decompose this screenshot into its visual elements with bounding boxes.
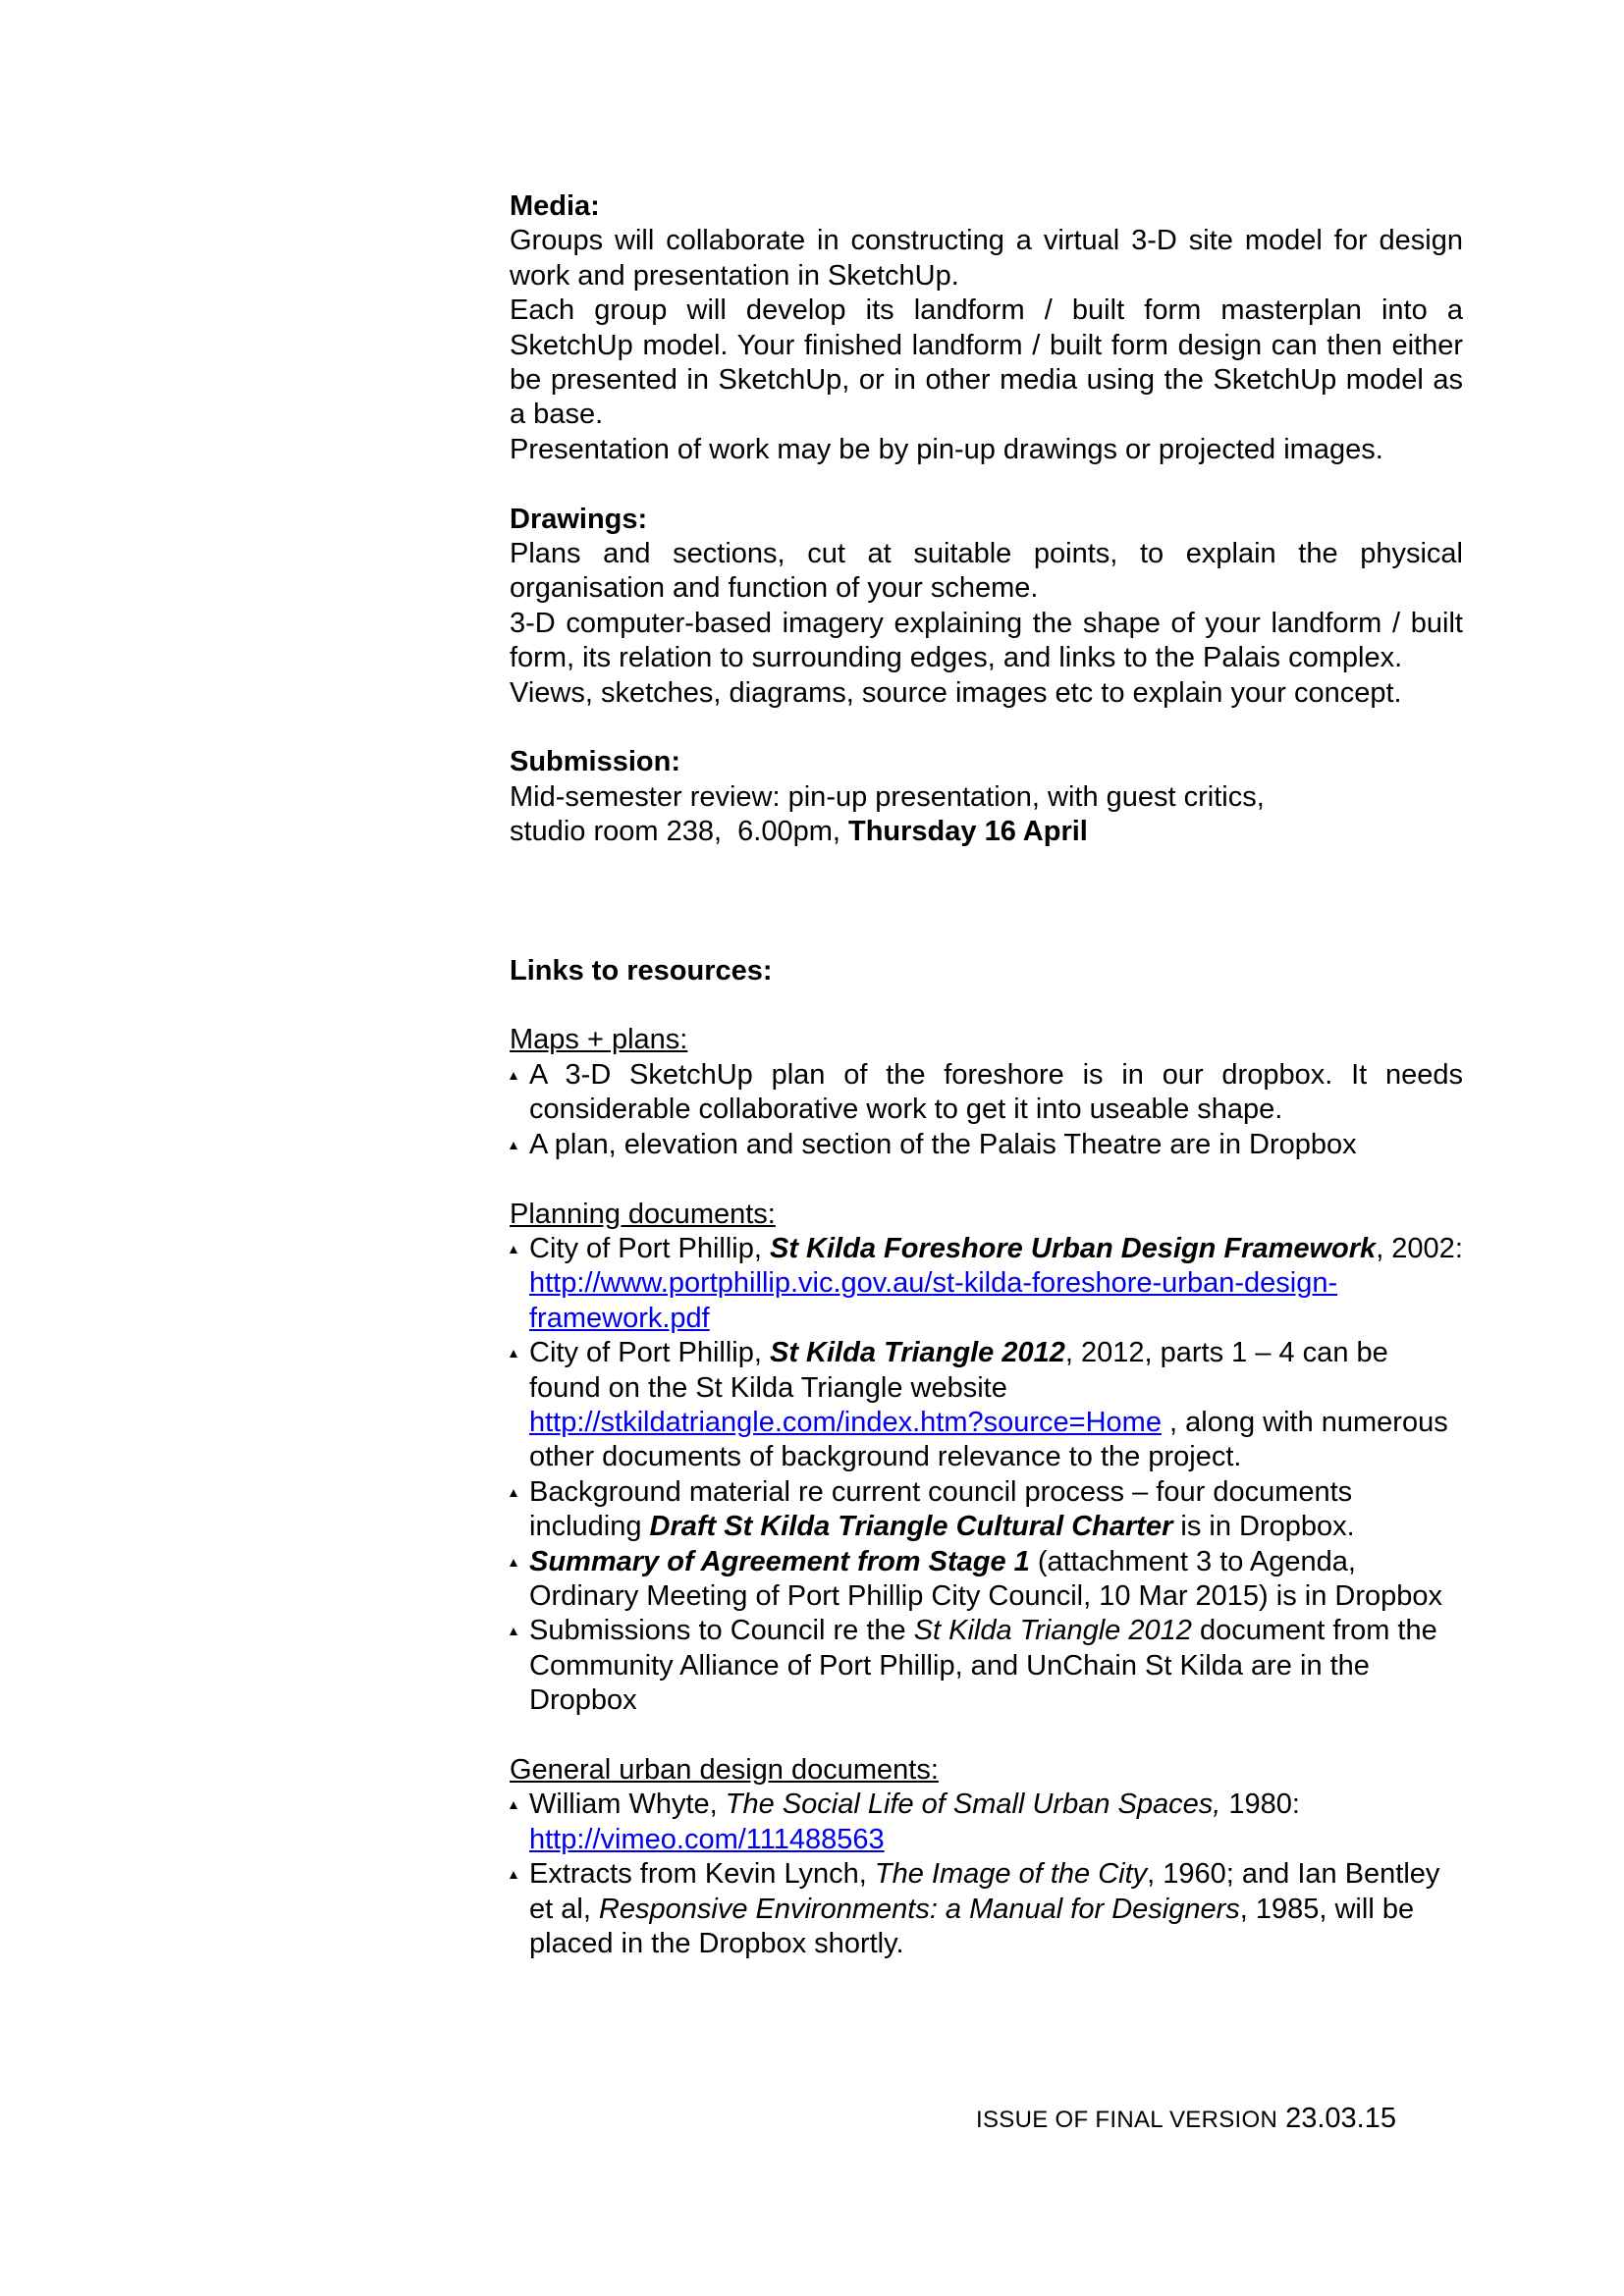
document-title: Draft St Kilda Triangle Cultural Charter [649,1511,1173,1543]
list-item: A plan, elevation and section of the Palais Theatre are in Dropbox [510,1128,1463,1162]
triangle-bullet-icon [510,1871,517,1879]
media-paragraph: Groups will collaborate in constructing a virtual 3-D site model for design work and presentation in SketchUp. [510,225,1463,292]
document-title: St Kilda Triangle 2012 [913,1615,1192,1647]
triangle-bullet-icon [510,1246,517,1254]
drawings-heading: Drawings: [510,503,648,535]
document-title: Responsive Environments: a Manual for Designers [598,1893,1240,1925]
submission-line: Mid-semester review: pin-up presentation, with guest critics, [510,780,1265,813]
list-item: City of Port Phillip, St Kilda Foreshore Urban Design Framework, 2002: http://www.portphillip.vic.gov.au/st-kilda-foreshore-urban-design-framework.pdf [510,1232,1463,1336]
media-paragraph: Each group will develop its landform / built form masterplan into a SketchUp model. Your finished landform / built form design can then either be presented in SketchUp, or in other media using the SketchUp model as a base. [510,294,1463,431]
list-item: Submissions to Council re the St Kilda Triangle 2012 document from the Community Alliance of Port Phillip, and UnChain St Kilda are in the Dropbox [510,1614,1463,1718]
maps-list [510,1058,1463,1162]
list-item: William Whyte, The Social Life of Small Urban Spaces, 1980: http://vimeo.com/111488563 [510,1788,1463,1857]
list-item: Background material re current council process – four documents including Draft St Kilda Triangle Cultural Charter is in Dropbox. [510,1475,1463,1545]
list-item: Extracts from Kevin Lynch, The Image of the City, 1960; and Ian Bentley et al, Responsive Environments: a Manual for Designers, 1985, will be placed in the Dropbox shortly. [510,1857,1463,1961]
media-paragraph: Presentation of work may be by pin-up drawings or projected images. [510,433,1383,465]
triangle-bullet-icon [510,1801,517,1809]
maps-heading: Maps + plans: [510,1024,688,1056]
document-title: Summary of Agreement from Stage 1 [529,1545,1030,1577]
media-heading: Media: [510,190,600,222]
general-heading: General urban design documents: [510,1753,939,1786]
foreshore-framework-link[interactable]: http://www.portphillip.vic.gov.au/st-kilda-foreshore-urban-design-framework.pdf [529,1267,1338,1334]
drawings-paragraph: 3-D computer-based imagery explaining the shape of your landform / built form, its relation to surrounding edges, and links to the Palais complex. [510,607,1463,674]
planning-heading: Planning documents: [510,1198,776,1230]
vimeo-link[interactable]: http://vimeo.com/111488563 [529,1823,885,1855]
issue-label: ISSUE OF FINAL VERSION [976,2107,1278,2133]
triangle-bullet-icon [510,1142,517,1149]
triangle-website-link[interactable]: http://stkildatriangle.com/index.htm?source=Home [529,1406,1162,1438]
submission-location: studio room 238, 6.00pm, [510,816,848,848]
triangle-bullet-icon [510,1072,517,1080]
drawings-paragraph: Plans and sections, cut at suitable points, to explain the physical organisation and function of your scheme. [510,538,1463,605]
submission-line [510,815,1463,849]
list-item: Summary of Agreement from Stage 1 (attachment 3 to Agenda, Ordinary Meeting of Port Phillip City Council, 10 Mar 2015) is in Dropbox [510,1545,1463,1615]
document-body [510,189,1463,1961]
document-title: The Image of the City [874,1858,1148,1891]
triangle-bullet-icon [510,1350,517,1358]
document-title: The Social Life of Small Urban Spaces, [725,1789,1221,1821]
links-heading: Links to resources: [510,954,773,987]
list-item: A 3-D SketchUp plan of the foreshore is in our dropbox. It needs considerable collaborative work to get it into useable shape. [510,1058,1463,1128]
submission-heading: Submission: [510,746,681,778]
triangle-bullet-icon [510,1628,517,1635]
document-title: St Kilda Triangle 2012 [769,1337,1065,1369]
triangle-bullet-icon [510,1489,517,1497]
triangle-bullet-icon [510,1559,517,1567]
issue-footer [976,2102,1396,2137]
drawings-paragraph: Views, sketches, diagrams, source images etc to explain your concept. [510,676,1402,709]
list-item: City of Port Phillip, St Kilda Triangle 2012, 2012, parts 1 – 4 can be found on the St Kilda Triangle website http://stkildatriangle.com/index.htm?source=Home , along with numerous other documents of background relevance to the project. [510,1336,1463,1475]
submission-date: Thursday 16 April [847,816,1088,848]
general-list [510,1788,1463,1961]
planning-list [510,1232,1463,1719]
document-title: St Kilda Foreshore Urban Design Framework [769,1232,1377,1264]
issue-date: 23.03.15 [1285,2103,1396,2134]
